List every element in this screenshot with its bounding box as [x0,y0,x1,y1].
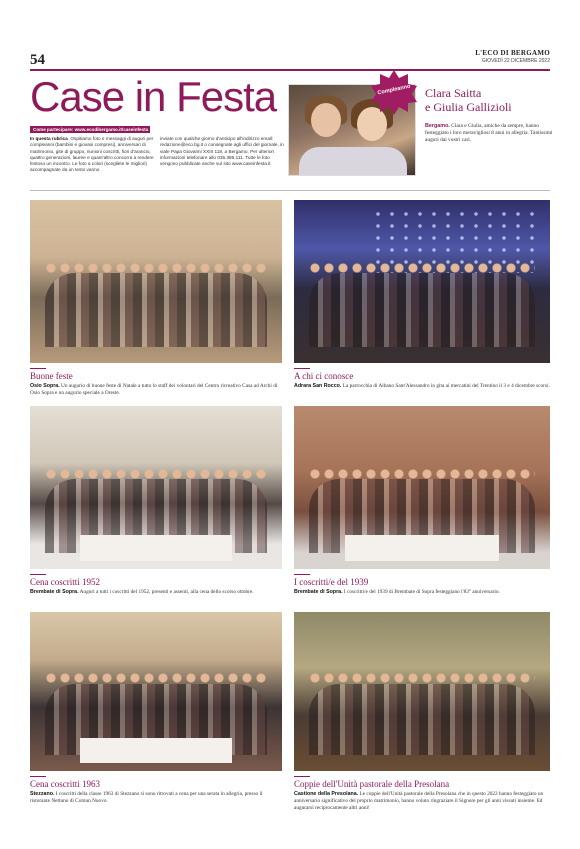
header-rule [30,69,550,71]
caption-place: Osio Sopra. [30,383,60,389]
caption-text [30,383,282,397]
birthday-name-line-2: e Giulia Gallizioli [425,100,512,114]
caption-body: Auguri a tutti i coscritti del 1952, presenti e assenti, alla cena dello scorso ottobre. [78,589,254,595]
issue-date: GIOVEDÌ 22 DICEMBRE 2022 [481,58,550,64]
photo-coppie-presolana [294,612,550,771]
caption-rule [294,574,310,575]
caption-title: Buone feste [30,371,73,381]
caption-rule [294,368,310,369]
caption-place: Brembate di Sopra. [294,589,343,595]
caption-rule [30,574,46,575]
caption-body: I coscritti/e del 1939 di Brembate di Sopra festeggiano l'83° anniversario. [342,589,500,595]
birthday-names [425,86,512,114]
intro-column-2 [160,136,284,167]
paper-name: L'ECO DI BERGAMO [475,49,550,57]
caption-body: I coscritti della classe 1963 di Stezzano si sono ritrovati a cena per una serata in allegria, presso il ristorante Nettuno di Comun Nuovo. [30,791,263,804]
birthday-badge-label: Compleanno [377,83,411,97]
caption-place: Brembate di Sopra. [30,589,79,595]
intro-text-1: . Ospitiamo foto e messaggi di auguri per compleanni (bambini e giovani compresi), anniversari di matrimonio, gite di gruppo, riunioni coscritti, fiori d'arancio, quattro generazioni, lauree e quant'altro concorra a rendere festoso un incontro. Le foto a colori (scegliete le migliori) accompagnate da un testo vanno [30,136,154,173]
photo-buone-feste [30,200,282,363]
birthday-message: Clara e Giulia, amiche da sempre, hanno festeggiato i loro meravigliosi 8 anni in allegria. Tantissimi auguri dai vostri cari. [425,123,553,143]
masthead [475,49,550,64]
caption-rule [30,776,46,777]
caption-rule [294,776,310,777]
participation-bar: Come partecipare: www.ecodibergamo.it/caseinfesta [30,126,150,133]
section-divider [30,190,550,191]
caption-body: La parrocchia di Albano Sant'Alessandro in gita ai mercatini del Trentino il 3 e 4 dicembre scorsi. [341,383,550,389]
intro-lead: In questa rubrica [30,136,68,141]
caption-body: Un augurio di buone feste di Natale a tutto lo staff dei volontari del Centro ricreativo Casa ad Archi di Osio Sopra e un augurio speciale a Oreste. [30,383,278,396]
caption-text [30,791,282,805]
section-title: Case in Festa [30,73,277,120]
photo-cena-coscritti-1963 [30,612,282,771]
intro-text-2: inviate con qualche giorno d'anticipo all'indirizzo email: redazione@eco.bg.it o consegnate agli uffici del giornale, in viale Papa Giovanni XXIII 118, a Bergamo. Per ulteriori informazioni telefonare allo 035.386.111. Tutte le foto vengono pubblicate anche sul sito www.caseinfesta.it [160,136,284,167]
caption-place: Stezzano. [30,791,55,797]
caption-rule [30,368,46,369]
caption-title: I coscritti/e del 1939 [294,577,369,587]
page-number: 54 [30,52,45,68]
caption-title: Coppie dell'Unità pastorale della Presolana [294,779,450,789]
birthday-place: Bergamo. [425,123,450,129]
caption-title: Cena coscritti 1963 [30,779,100,789]
caption-place: Adrara San Rocco. [294,383,342,389]
photo-a-chi-ci-conosce [294,200,550,363]
caption-title: A chi ci conosce [294,371,354,381]
photo-coscritti-1939 [294,406,550,569]
birthday-text [425,123,555,144]
caption-text [30,589,282,596]
intro-column-1 [30,136,154,174]
birthday-name-line-1: Clara Saitta [425,86,482,100]
photo-cena-coscritti-1952 [30,406,282,569]
caption-text [294,791,550,812]
caption-text [294,589,550,596]
caption-text [294,383,550,390]
caption-place: Castione della Presolana. [294,791,359,797]
caption-title: Cena coscritti 1952 [30,577,100,587]
caption-body: Le coppie dell'Unità pastorale della Presolana che in questo 2022 hanno festeggiato un anniversario significativo del proprio matrimonio, hanno voluto ringraziare il Signore per gli anni vissuti insieme. Ed augurarsi reciprocamente altri anni! [294,791,544,811]
